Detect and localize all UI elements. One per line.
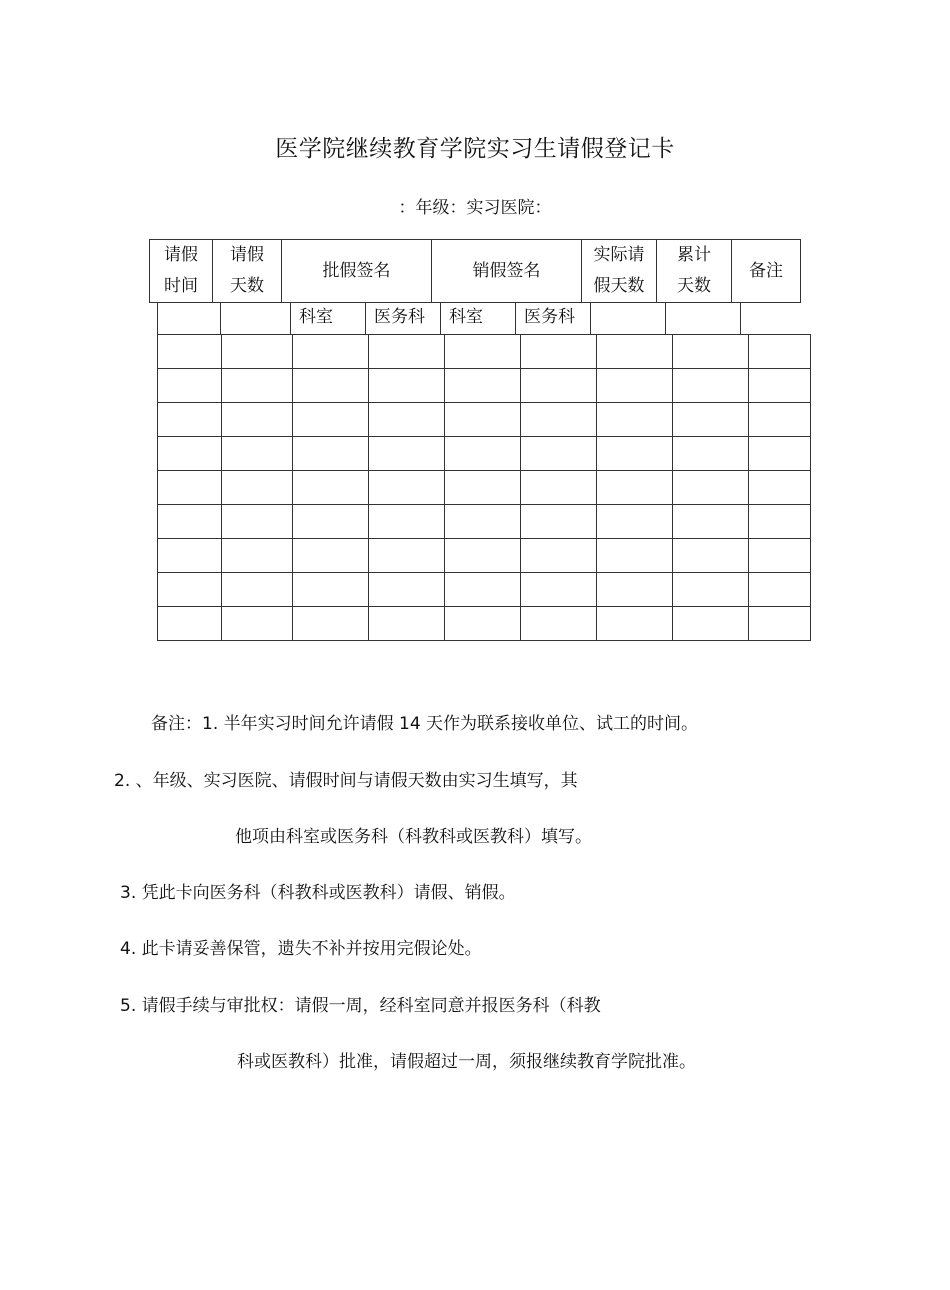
table-cell xyxy=(673,471,749,505)
subheader-approval-medical-affairs: 医务科 xyxy=(365,302,441,335)
table-row xyxy=(158,471,811,505)
table-cell xyxy=(222,403,293,437)
table-row xyxy=(158,403,811,437)
table-cell xyxy=(673,437,749,471)
note-3: 3. 凭此卡向医务科（科教科或医教科）请假、销假。 xyxy=(120,883,516,903)
table-cell xyxy=(158,437,222,471)
table-cell xyxy=(597,573,673,607)
table-cell xyxy=(369,369,445,403)
table-cell xyxy=(521,573,597,607)
subheader-blank xyxy=(157,302,221,335)
document-title: 医学院继续教育学院实习生请假登记卡 xyxy=(275,136,675,162)
header-cumulative-days: 累计 天数 xyxy=(656,239,732,303)
table-cell xyxy=(749,607,811,641)
table-cell xyxy=(673,505,749,539)
header-remarks: 备注 xyxy=(731,239,801,303)
table-cell xyxy=(293,403,369,437)
table-cell xyxy=(222,471,293,505)
table-row xyxy=(158,505,811,539)
note-1: 备注：1. 半年实习时间允许请假 14 天作为联系接收单位、试工的时间。 xyxy=(151,714,699,734)
note-5-continued: 科或医教科）批准，请假超过一周，须报继续教育学院批准。 xyxy=(237,1052,696,1072)
header-return-signature: 销假签名 xyxy=(431,239,582,303)
table-cell xyxy=(749,369,811,403)
table-cell xyxy=(158,539,222,573)
table-cell xyxy=(222,573,293,607)
table-cell xyxy=(222,335,293,369)
table-cell xyxy=(158,335,222,369)
header-actual-leave-days: 实际请 假天数 xyxy=(581,239,657,303)
table-cell xyxy=(521,403,597,437)
table-cell xyxy=(445,437,521,471)
grade-hospital-line: ：年级：实习医院： xyxy=(398,198,552,218)
table-cell xyxy=(521,607,597,641)
table-cell xyxy=(158,607,222,641)
table-cell xyxy=(445,573,521,607)
table-cell xyxy=(293,437,369,471)
table-cell xyxy=(673,335,749,369)
table-row xyxy=(158,539,811,573)
table-cell xyxy=(293,335,369,369)
header-leave-time: 请假 时间 xyxy=(149,239,213,303)
table-row xyxy=(158,437,811,471)
table-cell xyxy=(369,573,445,607)
table-cell xyxy=(445,471,521,505)
table-cell xyxy=(749,403,811,437)
table-cell xyxy=(222,369,293,403)
table-cell xyxy=(222,505,293,539)
table-cell xyxy=(597,505,673,539)
table-cell xyxy=(673,369,749,403)
table-cell xyxy=(597,607,673,641)
table-cell xyxy=(673,539,749,573)
table-cell xyxy=(749,539,811,573)
note-2-continued: 他项由科室或医务科（科教科或医教科）填写。 xyxy=(235,827,592,847)
table-cell xyxy=(445,403,521,437)
note-2: 2. 、年级、实习医院、请假时间与请假天数由实习生填写，其 xyxy=(114,771,578,791)
table-cell xyxy=(293,505,369,539)
table-cell xyxy=(749,573,811,607)
table-cell xyxy=(369,437,445,471)
table-cell xyxy=(597,471,673,505)
table-cell xyxy=(445,607,521,641)
table-cell xyxy=(445,369,521,403)
table-cell xyxy=(597,335,673,369)
subheader-blank xyxy=(665,302,741,335)
subheader-return-medical-affairs: 医务科 xyxy=(515,302,591,335)
table-cell xyxy=(222,437,293,471)
table-cell xyxy=(673,573,749,607)
subheader-blank xyxy=(590,302,666,335)
table-cell xyxy=(222,539,293,573)
table-cell xyxy=(673,607,749,641)
table-cell xyxy=(369,471,445,505)
table-cell xyxy=(673,403,749,437)
table-cell xyxy=(445,335,521,369)
table-cell xyxy=(749,471,811,505)
table-row xyxy=(158,607,811,641)
subheader-return-department: 科室 xyxy=(440,302,516,335)
table-cell xyxy=(521,471,597,505)
table-cell xyxy=(445,505,521,539)
table-cell xyxy=(597,369,673,403)
table-cell xyxy=(521,539,597,573)
note-4: 4. 此卡请妥善保管，遗失不补并按用完假论处。 xyxy=(120,939,482,959)
table-cell xyxy=(369,403,445,437)
table-cell xyxy=(158,471,222,505)
table-cell xyxy=(293,539,369,573)
table-cell xyxy=(158,505,222,539)
table-cell xyxy=(749,335,811,369)
subheader-blank xyxy=(220,302,291,335)
table-cell xyxy=(222,607,293,641)
subheader-approval-department: 科室 xyxy=(290,302,366,335)
header-approval-signature: 批假签名 xyxy=(281,239,432,303)
table-cell xyxy=(521,369,597,403)
table-cell xyxy=(293,573,369,607)
table-cell xyxy=(369,607,445,641)
table-cell xyxy=(293,471,369,505)
table-cell xyxy=(597,437,673,471)
table-cell xyxy=(597,403,673,437)
table-cell xyxy=(521,335,597,369)
table-cell xyxy=(158,573,222,607)
table-cell xyxy=(369,539,445,573)
table-cell xyxy=(293,369,369,403)
table-cell xyxy=(369,505,445,539)
subheader-blank xyxy=(740,302,801,335)
table-cell xyxy=(749,505,811,539)
table-cell xyxy=(445,539,521,573)
table-cell xyxy=(369,335,445,369)
table-cell xyxy=(749,437,811,471)
note-5: 5. 请假手续与审批权：请假一周，经科室同意并报医务科（科教 xyxy=(120,996,601,1016)
table-row xyxy=(158,335,811,369)
leave-record-grid xyxy=(157,334,811,641)
table-cell xyxy=(158,403,222,437)
table-cell xyxy=(521,437,597,471)
table-cell xyxy=(293,607,369,641)
table-cell xyxy=(158,369,222,403)
table-cell xyxy=(521,505,597,539)
table-cell xyxy=(597,539,673,573)
table-row xyxy=(158,369,811,403)
table-row xyxy=(158,573,811,607)
header-leave-days: 请假 天数 xyxy=(212,239,282,303)
